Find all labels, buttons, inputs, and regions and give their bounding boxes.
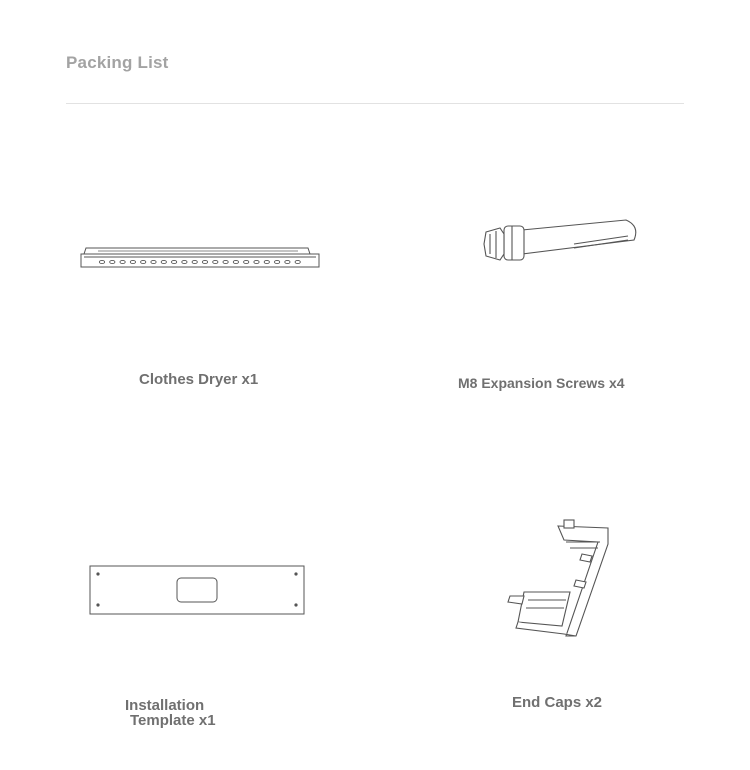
item-label-expansion-screws: M8 Expansion Screws x4	[458, 375, 625, 391]
rail-slot	[110, 260, 115, 263]
page-title: Packing List	[66, 53, 169, 72]
end-cap-icon	[504, 518, 616, 642]
rail-slot	[264, 260, 269, 263]
rail-slot	[213, 260, 218, 263]
rail-slot	[295, 260, 300, 263]
rail-slot	[244, 260, 249, 263]
installation-template-icon	[88, 564, 308, 618]
item-label-clothes-dryer: Clothes Dryer x1	[139, 371, 259, 388]
item-label-line-2: Template x1	[130, 712, 216, 729]
rail-slot	[172, 260, 177, 263]
item-label-end-caps: End Caps x2	[512, 694, 603, 711]
clothes-dryer-rail-icon	[78, 244, 323, 274]
rail-slot	[120, 260, 125, 263]
divider	[66, 103, 684, 104]
rail-slot	[202, 260, 207, 263]
item-label-installation-template	[125, 698, 216, 728]
rail-slot	[254, 260, 259, 263]
rail-slot	[223, 260, 228, 263]
rail-slot	[151, 260, 156, 263]
rail-slot	[233, 260, 238, 263]
rail-slot	[161, 260, 166, 263]
rail-slot	[141, 260, 146, 263]
item-label-line-1: Installation	[125, 697, 205, 714]
expansion-screw-icon	[482, 214, 642, 284]
rail-slot	[285, 260, 290, 263]
rail-slot	[192, 260, 197, 263]
rail-slot	[99, 260, 104, 263]
rail-slot	[130, 260, 135, 263]
rail-slot	[182, 260, 187, 263]
rail-slot	[275, 260, 280, 263]
